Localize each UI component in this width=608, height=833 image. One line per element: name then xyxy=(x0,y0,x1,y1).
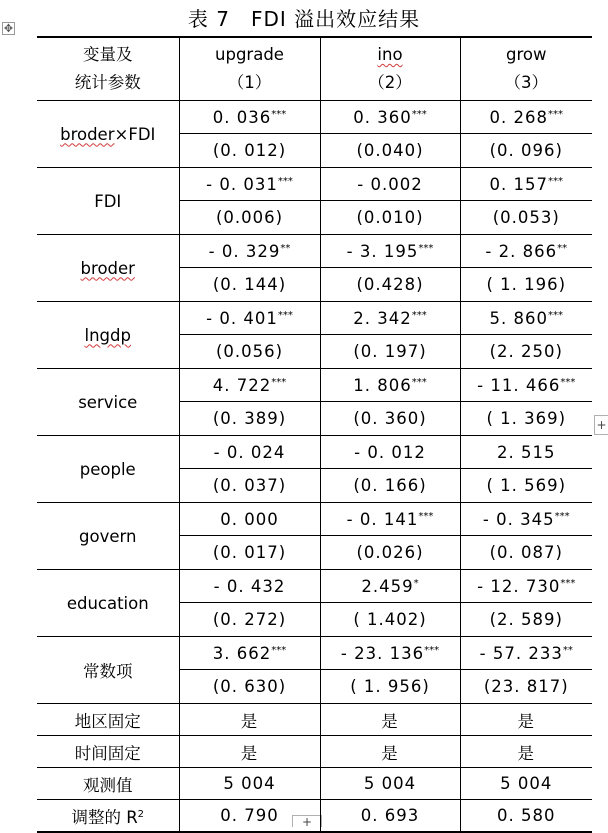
footer-value-text: 0. 693 xyxy=(360,806,420,825)
se-value: ( 1. 569) xyxy=(486,476,567,495)
table-row xyxy=(37,570,592,603)
coef-cell xyxy=(179,570,320,603)
se-cell xyxy=(179,603,320,637)
coef-value: - 11. 466 xyxy=(477,375,561,395)
footer-value xyxy=(320,704,460,736)
se-value: (0. 017) xyxy=(212,543,287,562)
se-value: ( 1. 369) xyxy=(486,409,567,428)
coef-cell xyxy=(460,570,592,603)
se-cell xyxy=(320,402,460,436)
se-cell xyxy=(460,536,592,570)
header-row xyxy=(37,37,592,101)
row-label-text: people xyxy=(79,459,136,479)
coef-value: - 0. 432 xyxy=(213,576,286,596)
significance-stars: *** xyxy=(560,577,576,589)
table-title: 表 7 FDI 溢出效应结果 xyxy=(187,7,421,31)
coef-value: - 3. 195 xyxy=(346,241,419,261)
footer-value xyxy=(460,768,592,800)
coef-cell xyxy=(460,436,592,469)
row-label-text: service xyxy=(78,392,138,412)
footer-value-text: 5 004 xyxy=(500,774,553,793)
se-value: ( 1.402) xyxy=(353,610,427,629)
coef-cell xyxy=(179,168,320,201)
significance-stars: *** xyxy=(547,108,563,120)
se-cell xyxy=(179,201,320,235)
header-col-ino xyxy=(320,37,460,101)
row-label xyxy=(37,168,179,235)
significance-stars: ** xyxy=(557,242,568,254)
coef-cell xyxy=(179,637,320,670)
coef-cell xyxy=(179,503,320,536)
row-label xyxy=(37,570,179,637)
footer-label-text: 地区固定 xyxy=(74,711,141,731)
coef-value: - 0. 031 xyxy=(206,174,278,194)
coef-cell xyxy=(179,235,320,268)
add-column-handle-icon[interactable]: + xyxy=(594,415,608,435)
coef-value: 2.459 xyxy=(361,576,414,596)
footer-value xyxy=(179,736,320,768)
se-value: (0.010) xyxy=(356,208,424,227)
row-label-part: broder xyxy=(60,124,115,144)
footer-value-text: 是 xyxy=(517,711,535,731)
footer-value-text: 5 004 xyxy=(223,774,276,793)
table-row xyxy=(37,235,592,268)
se-cell xyxy=(320,469,460,503)
footer-row xyxy=(37,704,592,736)
significance-stars: *** xyxy=(418,242,434,254)
coef-value: 4. 722 xyxy=(212,375,272,395)
coef-cell xyxy=(320,302,460,335)
row-label-text: govern xyxy=(79,526,137,546)
significance-stars: ** xyxy=(562,644,573,656)
footer-value-text: 0. 580 xyxy=(497,806,556,825)
se-value: (0.053) xyxy=(492,208,560,227)
footer-value-text: 是 xyxy=(517,743,535,763)
coef-value: 3. 662 xyxy=(212,643,272,663)
footer-value-text: 是 xyxy=(381,743,399,763)
footer-label xyxy=(37,800,179,833)
footer-value-text: 5 004 xyxy=(363,774,417,793)
coef-value: - 0. 012 xyxy=(354,442,426,462)
regression-table xyxy=(37,36,592,833)
footer-value xyxy=(320,736,460,768)
significance-stars: *** xyxy=(271,644,287,656)
footer-value xyxy=(320,768,460,800)
row-label xyxy=(37,637,179,704)
coef-value: 2. 342 xyxy=(353,308,412,328)
footer-value-text: 0. 790 xyxy=(220,806,279,825)
header-col-num: （1） xyxy=(227,73,272,92)
significance-stars: * xyxy=(413,577,419,589)
se-cell xyxy=(320,268,460,302)
se-value: (0. 037) xyxy=(212,476,287,495)
se-value: (2. 589) xyxy=(489,610,563,629)
se-cell xyxy=(460,335,592,369)
coef-cell xyxy=(460,168,592,201)
header-col-name: grow xyxy=(506,45,547,64)
coef-cell xyxy=(179,436,320,469)
footer-value xyxy=(320,800,460,833)
coef-cell xyxy=(179,369,320,402)
significance-stars: *** xyxy=(424,644,440,656)
se-cell xyxy=(320,536,460,570)
significance-stars: *** xyxy=(411,376,427,388)
significance-stars: *** xyxy=(277,309,293,321)
coef-value: 0. 157 xyxy=(489,174,548,194)
se-cell xyxy=(179,402,320,436)
footer-row xyxy=(37,800,592,833)
table-move-handle-icon[interactable]: ✥ xyxy=(3,22,14,35)
footer-value xyxy=(179,768,320,800)
coef-value: - 12. 730 xyxy=(477,576,561,596)
se-value: (0. 144) xyxy=(212,275,287,294)
se-cell xyxy=(320,134,460,168)
se-value: (2. 250) xyxy=(489,342,563,361)
coef-value: 0. 036 xyxy=(212,107,272,127)
se-cell xyxy=(179,268,320,302)
se-cell xyxy=(460,268,592,302)
coef-cell xyxy=(320,369,460,402)
footer-value xyxy=(460,736,592,768)
se-value: (0.026) xyxy=(356,543,424,562)
se-cell xyxy=(320,201,460,235)
se-cell xyxy=(460,603,592,637)
coef-cell xyxy=(460,235,592,268)
table-row xyxy=(37,369,592,402)
footer-label-text: 调整的 R xyxy=(71,807,138,827)
coef-cell xyxy=(179,101,320,134)
footer-value-text: 是 xyxy=(240,711,259,731)
header-col-num: （3） xyxy=(504,73,548,92)
significance-stars: ** xyxy=(280,242,291,254)
coef-value: 5. 860 xyxy=(489,308,548,328)
footer-value xyxy=(179,800,320,833)
coef-value: - 0. 024 xyxy=(213,442,286,462)
row-label-text: lngdp xyxy=(84,325,131,345)
header-variable-cell xyxy=(37,37,179,101)
table-row xyxy=(37,503,592,536)
table-row xyxy=(37,637,592,670)
se-value: (0. 166) xyxy=(353,476,427,495)
footer-row xyxy=(37,736,592,768)
footer-label xyxy=(37,704,179,736)
table-body xyxy=(37,37,592,832)
row-label-text: broder xyxy=(80,258,135,278)
significance-stars: *** xyxy=(547,175,563,187)
header-col-grow xyxy=(460,37,592,101)
coef-cell xyxy=(460,503,592,536)
header-col-name: upgrade xyxy=(215,45,284,64)
se-value: (0. 630) xyxy=(212,677,287,696)
row-label-text: 常数项 xyxy=(83,662,133,681)
header-variable-line2: 统计参数 xyxy=(74,73,141,92)
table-row xyxy=(37,168,592,201)
table-row xyxy=(37,436,592,469)
significance-stars: *** xyxy=(411,108,427,120)
coef-cell xyxy=(460,101,592,134)
se-cell xyxy=(460,670,592,704)
row-label-text: education xyxy=(66,593,149,613)
coef-value: 0. 360 xyxy=(353,107,412,127)
header-variable-line1: 变量及 xyxy=(83,45,133,64)
coef-cell xyxy=(179,302,320,335)
se-value: (0. 096) xyxy=(489,141,563,160)
significance-stars: *** xyxy=(271,376,287,388)
footer-label-text: 时间固定 xyxy=(74,743,141,763)
add-row-handle-icon[interactable]: + xyxy=(292,815,322,827)
header-col-num: （2） xyxy=(368,73,412,92)
footer-label-text: 观测值 xyxy=(83,775,133,795)
row-label xyxy=(37,101,179,168)
coef-cell xyxy=(320,570,460,603)
footer-label-sup: 2 xyxy=(137,808,145,820)
coef-value: - 0. 329 xyxy=(208,241,281,261)
significance-stars: *** xyxy=(418,510,434,522)
coef-value: - 57. 233 xyxy=(479,643,563,663)
footer-label xyxy=(37,768,179,800)
coef-value: 0. 268 xyxy=(489,107,548,127)
footer-value-text: 是 xyxy=(240,743,259,763)
coef-cell xyxy=(460,637,592,670)
se-cell xyxy=(179,536,320,570)
coef-cell xyxy=(320,235,460,268)
se-value: (0.006) xyxy=(215,208,284,227)
coef-value: 2. 515 xyxy=(497,442,556,462)
coef-value: 0. 000 xyxy=(220,509,279,529)
coef-cell xyxy=(320,503,460,536)
se-cell xyxy=(179,335,320,369)
row-label xyxy=(37,235,179,302)
se-value: (0.056) xyxy=(215,342,284,361)
se-value: (0. 197) xyxy=(353,342,427,361)
coef-value: - 0. 345 xyxy=(482,509,555,529)
row-label-text: FDI xyxy=(94,191,122,211)
header-col-upgrade xyxy=(179,37,320,101)
coef-value: - 2. 866 xyxy=(485,241,558,261)
se-value: (0. 389) xyxy=(212,409,287,428)
coef-cell xyxy=(460,302,592,335)
se-cell xyxy=(320,335,460,369)
significance-stars: *** xyxy=(277,175,293,187)
se-value: (0.428) xyxy=(356,275,424,294)
coef-value: - 0.002 xyxy=(357,174,423,194)
coef-value: - 0. 141 xyxy=(346,509,419,529)
coef-value: 1. 806 xyxy=(353,375,412,395)
footer-value xyxy=(460,704,592,736)
coef-cell xyxy=(320,101,460,134)
significance-stars: *** xyxy=(271,108,287,120)
header-col-name: ino xyxy=(377,45,403,64)
row-label-text xyxy=(60,125,155,144)
table-row xyxy=(37,302,592,335)
table-row xyxy=(37,101,592,134)
footer-value xyxy=(179,704,320,736)
se-cell xyxy=(460,201,592,235)
coef-value: - 23. 136 xyxy=(340,643,425,663)
footer-label xyxy=(37,736,179,768)
se-cell xyxy=(179,670,320,704)
footer-value-text: 是 xyxy=(381,711,399,731)
se-value: (0. 360) xyxy=(353,409,427,428)
se-cell xyxy=(460,402,592,436)
se-value: (0. 012) xyxy=(212,141,287,160)
significance-stars: *** xyxy=(560,376,576,388)
row-label xyxy=(37,369,179,436)
significance-stars: *** xyxy=(554,510,570,522)
se-cell xyxy=(320,603,460,637)
se-value: (23. 817) xyxy=(483,677,569,696)
se-cell xyxy=(460,469,592,503)
coef-cell xyxy=(320,436,460,469)
coef-cell xyxy=(460,369,592,402)
se-cell xyxy=(460,134,592,168)
row-label xyxy=(37,302,179,369)
coef-cell xyxy=(320,168,460,201)
footer-row xyxy=(37,768,592,800)
se-value: ( 1. 196) xyxy=(486,275,567,294)
se-cell xyxy=(320,670,460,704)
significance-stars: *** xyxy=(411,309,427,321)
row-label-part: ×FDI xyxy=(114,124,156,144)
coef-value: - 0. 401 xyxy=(206,308,278,328)
se-value: (0. 272) xyxy=(212,610,287,629)
significance-stars: *** xyxy=(547,309,563,321)
se-cell xyxy=(179,469,320,503)
se-value: (0. 087) xyxy=(489,543,563,562)
coef-cell xyxy=(320,637,460,670)
row-label xyxy=(37,436,179,503)
se-value: (0.040) xyxy=(356,141,424,160)
row-label xyxy=(37,503,179,570)
se-value: ( 1. 956) xyxy=(350,677,430,696)
footer-value xyxy=(460,800,592,833)
se-cell xyxy=(179,134,320,168)
